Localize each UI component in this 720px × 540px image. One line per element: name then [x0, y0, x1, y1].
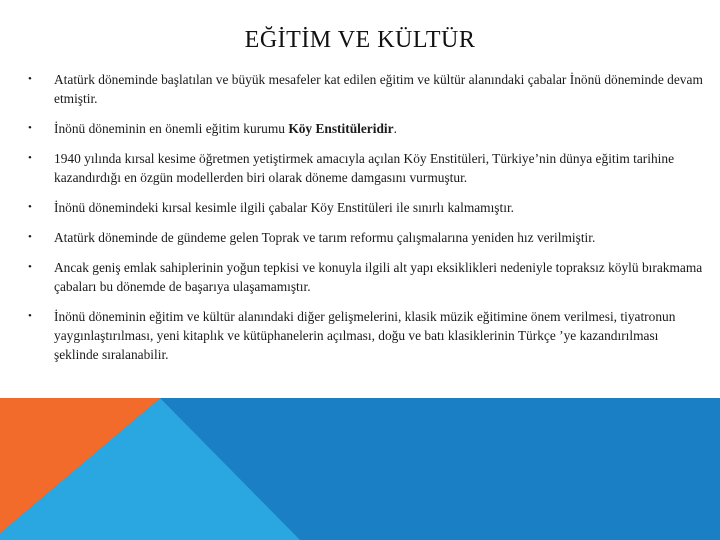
bullet-bold-term: Köy Enstitüleridir	[288, 121, 394, 136]
bullet-dot-icon: •	[28, 261, 32, 273]
bullet-item	[28, 228, 704, 247]
bullet-dot-icon: •	[28, 73, 32, 85]
bullet-dot-icon: •	[28, 231, 32, 243]
slide-title: EĞİTİM VE KÜLTÜR	[244, 27, 476, 53]
bullet-item	[28, 307, 704, 364]
bullet-dot-icon: •	[28, 152, 32, 164]
bullet-item	[28, 70, 704, 108]
bullet-text-end: .	[393, 121, 397, 136]
bullet-text: İnönü dönemindeki kırsal kesimle ilgili çabalar Köy Enstitüleri ile sınırlı kalmamıştır.	[54, 200, 515, 215]
bullet-text: 1940 yılında kırsal kesime öğretmen yetiştirmek amacıyla açılan Köy Enstitüleri, Türkiye’nin dünya eğitim tarihine kazandırdığı en özgün modellerden biri olarak döneme damgasını vurmuştur.	[54, 151, 675, 185]
bullet-text: Atatürk döneminde başlatılan ve büyük mesafeler kat edilen eğitim ve kültür alanındaki çabalar İnönü döneminde devam etmiştir.	[54, 72, 703, 106]
decorative-footer-band	[0, 398, 720, 540]
bullet-item	[28, 258, 704, 296]
bullet-dot-icon: •	[28, 122, 32, 134]
bullet-text: İnönü döneminin eğitim ve kültür alanındaki diğer gelişmelerini, klasik müzik eğitimine önem verilmesi, tiyatronun yaygınlaştırılması, yeni kitaplık ve kütüphanelerin açılması, doğu ve batı klasiklerinin Türkçe ’ye kazandırılması şeklinde sıralanabilir.	[54, 309, 676, 362]
bullet-dot-icon: •	[28, 310, 32, 322]
bullet-text: Ancak geniş emlak sahiplerinin yoğun tepkisi ve konuyla ilgili alt yapı eksiklikleri nedeniyle topraksız köylü bırakmama çabaları bu dönemde de başarıya ulaşamamıştır.	[54, 260, 703, 294]
bullet-item	[28, 119, 704, 138]
bullet-text: Atatürk döneminde de gündeme gelen Toprak ve tarım reformu çalışmalarına yeniden hız verilmiştir.	[54, 230, 596, 245]
bullet-dot-icon: •	[28, 201, 32, 213]
bullet-text: İnönü döneminin en önemli eğitim kurumu	[54, 121, 289, 136]
bullet-item	[28, 149, 704, 187]
bullet-item	[28, 198, 704, 217]
bullet-list	[28, 70, 704, 375]
